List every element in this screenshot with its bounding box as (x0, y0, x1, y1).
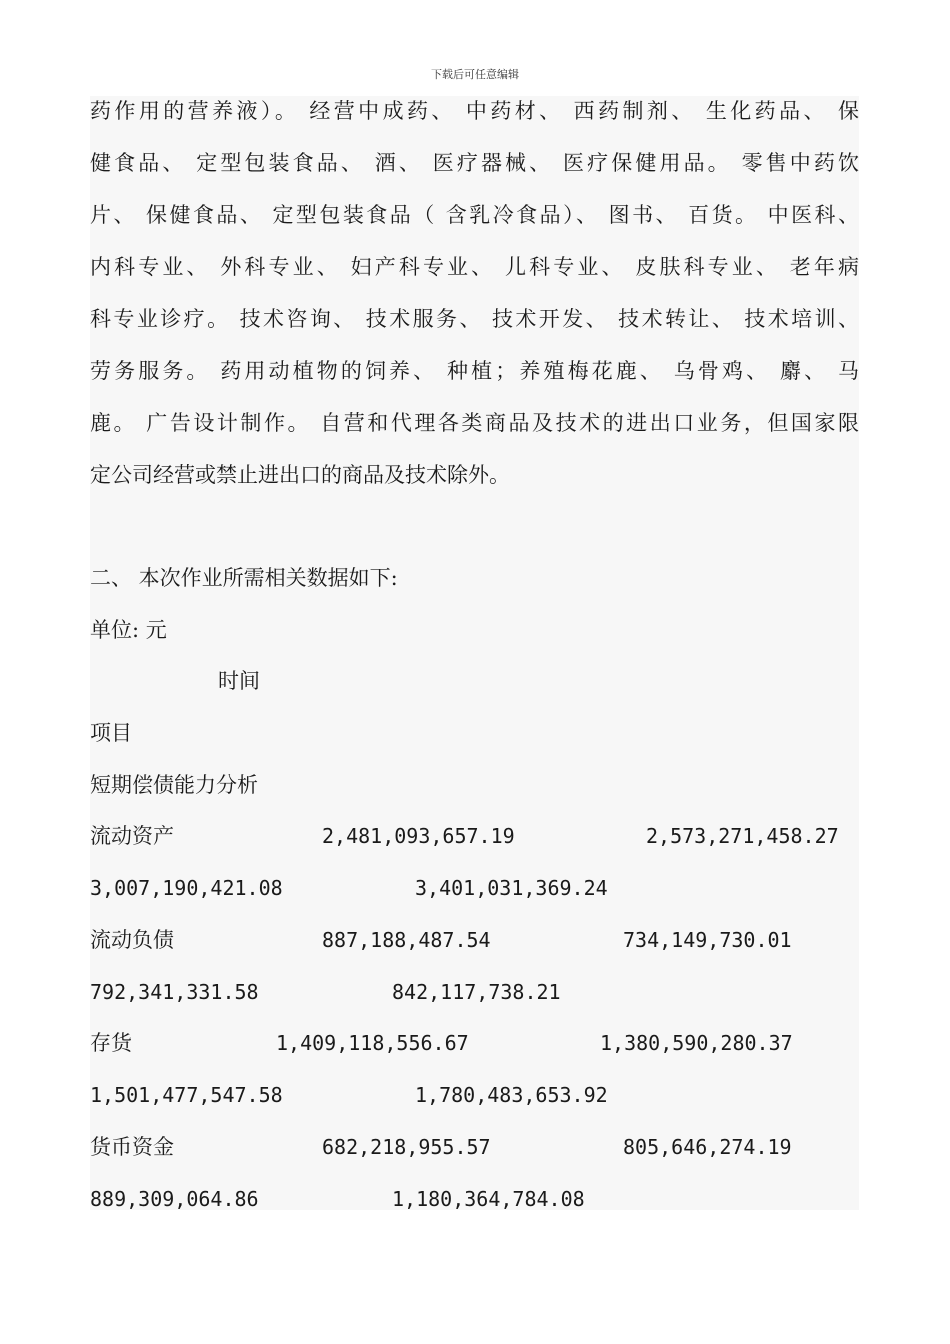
paragraph-line: 健食品、 定型包装食品、 酒、 医疗器械、 医疗保健用品。 零售中药饮 (90, 151, 859, 175)
table-cell: 887,188,487.54 (322, 928, 491, 952)
row-label: 流动资产 (90, 824, 174, 848)
table-cell: 3,007,190,421.08 (90, 876, 283, 900)
table-cell: 2,481,093,657.19 (322, 824, 515, 848)
row-label: 存货 (90, 1031, 132, 1055)
table-cell: 1,180,364,784.08 (392, 1187, 585, 1211)
table-cell: 889,309,064.86 (90, 1187, 259, 1211)
table-cell: 3,401,031,369.24 (415, 876, 608, 900)
document-body (90, 96, 859, 1210)
table-cell: 805,646,274.19 (623, 1135, 792, 1159)
table-header-item: 项目 (90, 721, 132, 745)
section-heading: 二、 本次作业所需相关数据如下: (90, 566, 398, 590)
row-label: 货币资金 (90, 1135, 174, 1159)
table-cell: 1,380,590,280.37 (600, 1031, 793, 1055)
table-cell: 734,149,730.01 (623, 928, 792, 952)
paragraph-line: 定公司经营或禁止进出口的商品及技术除外。 (90, 463, 510, 487)
table-cell: 792,341,331.58 (90, 980, 259, 1004)
table-cell: 1,780,483,653.92 (415, 1083, 608, 1107)
table-cell: 682,218,955.57 (322, 1135, 491, 1159)
paragraph-line: 鹿。 广告设计制作。 自营和代理各类商品及技术的进出口业务，但国家限 (90, 411, 859, 435)
group-label: 短期偿债能力分析 (90, 773, 258, 797)
table-cell: 842,117,738.21 (392, 980, 561, 1004)
paragraph-line: 劳务服务。 药用动植物的饲养、 种植；养殖梅花鹿、 乌骨鸡、 麝、 马 (90, 359, 859, 383)
paragraph-line: 片、 保健食品、 定型包装食品（ 含乳冷食品）、 图书、 百货。 中医科、 (90, 203, 859, 227)
unit-label: 单位: 元 (90, 618, 167, 642)
paragraph-line: 科专业诊疗。 技术咨询、 技术服务、 技术开发、 技术转让、 技术培训、 (90, 307, 859, 331)
row-label: 流动负债 (90, 928, 174, 952)
paragraph-line: 内科专业、 外科专业、 妇产科专业、 儿科专业、 皮肤科专业、 老年病 (90, 255, 859, 279)
table-cell: 2,573,271,458.27 (646, 824, 839, 848)
table-header-time: 时间 (218, 669, 260, 693)
header-note: 下载后可任意编辑 (431, 68, 519, 81)
table-cell: 1,501,477,547.58 (90, 1083, 283, 1107)
paragraph-line: 药作用的营养液）。 经营中成药、 中药材、 西药制剂、 生化药品、 保 (90, 99, 859, 123)
table-cell: 1,409,118,556.67 (276, 1031, 469, 1055)
